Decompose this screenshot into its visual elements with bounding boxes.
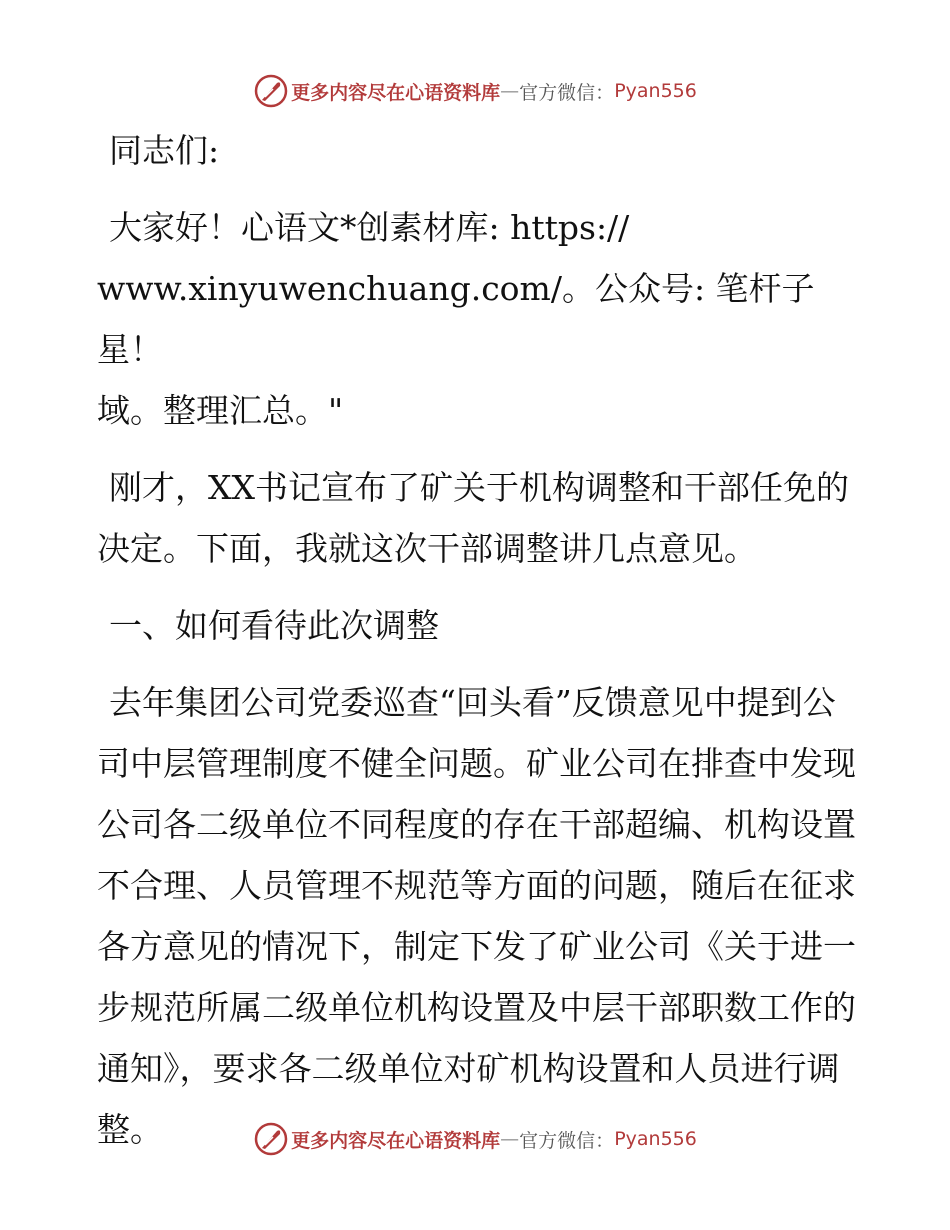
quill-pen-circle-icon — [253, 73, 289, 109]
footer-watermark-banner — [0, 1119, 950, 1159]
banner-separator: — — [500, 80, 520, 102]
quill-pen-circle-icon — [253, 1121, 289, 1157]
banner-wechat-label: 官方微信： — [519, 1129, 615, 1152]
intro-paragraph: 刚才，XX书记宣布了矿关于机构调整和干部任免的决定。下面，我就这次干部调整讲几点意见。 — [97, 468, 849, 568]
banner-separator: — — [500, 1128, 520, 1150]
banner-main-text: 更多内容尽在心语资料库 — [291, 1129, 501, 1152]
header-watermark-banner — [0, 71, 950, 111]
greeting-line-1: 大家好！心语文*创素材库: https:// — [109, 208, 630, 247]
greeting-line-2: www.xinyuwenchuang.com/。公众号: 笔杆子星！ — [97, 269, 815, 369]
banner-main-text: 更多内容尽在心语资料库 — [291, 81, 501, 104]
banner-account: Pyan556 — [614, 1128, 697, 1150]
document-body — [97, 120, 857, 1160]
greeting-line-3: 域。整理汇总。" — [97, 391, 344, 430]
banner-wechat-label: 官方微信： — [519, 81, 615, 104]
section-heading-1: 一、如何看待此次调整 — [109, 606, 439, 645]
salutation: 同志们: — [109, 131, 220, 170]
body-paragraph: 去年集团公司党委巡查“回头看”反馈意见中提到公司中层管理制度不健全问题。矿业公司在排查中发现公司各二级单位不同程度的存在干部超编、机构设置不合理、人员管理不规范等方面的问题，随后在征求各方意见的情况下，制定下发了矿业公司《关于进一步规范所属二级单位机构设置及中层干部职数工作的通知》，要求各二级单位对矿机构设置和人员进行调整。 — [97, 683, 856, 1149]
banner-account: Pyan556 — [614, 80, 697, 102]
